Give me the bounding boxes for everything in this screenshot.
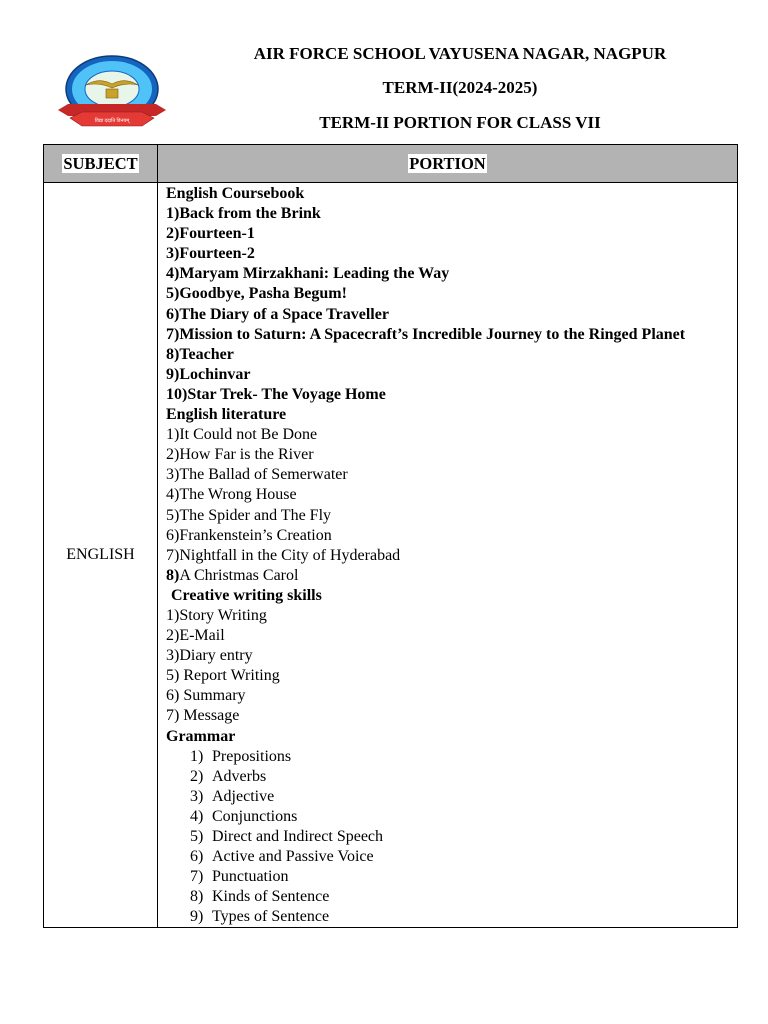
list-item: 1)Story Writing bbox=[166, 606, 267, 624]
list-item: 5)Goodbye, Pasha Begum! bbox=[166, 285, 347, 303]
portion-column-header: PORTION bbox=[158, 145, 738, 183]
list-item bbox=[166, 867, 729, 887]
list-item-number: 3) bbox=[190, 787, 204, 805]
list-item: 5) Report Writing bbox=[166, 667, 280, 685]
list-item-text: A Christmas Carol bbox=[179, 566, 299, 584]
list-item: 6) Summary bbox=[166, 687, 246, 705]
list-item-text: Types of Sentence bbox=[212, 908, 330, 926]
list-item-number: 1) bbox=[190, 747, 204, 765]
table-row bbox=[44, 183, 738, 928]
list-item: 3)Fourteen-2 bbox=[166, 245, 255, 263]
list-item-text: Adverbs bbox=[212, 767, 267, 785]
list-item bbox=[166, 566, 729, 586]
list-item bbox=[166, 847, 729, 867]
list-item-number: 4) bbox=[190, 807, 204, 825]
list-item: 7)Mission to Saturn: A Spacecraft’s Incredible Journey to the Ringed Planet bbox=[166, 325, 686, 343]
school-name: AIR FORCE SCHOOL VAYUSENA NAGAR, NAGPUR bbox=[253, 44, 667, 63]
list-item bbox=[166, 747, 729, 767]
list-item: 4)Maryam Mirzakhani: Leading the Way bbox=[166, 265, 450, 283]
list-item: 3)The Ballad of Semerwater bbox=[166, 466, 348, 484]
list-item-number: 9) bbox=[190, 908, 204, 926]
portion-cell bbox=[158, 183, 738, 928]
list-item-number: 8) bbox=[166, 566, 180, 584]
list-item bbox=[166, 787, 729, 807]
list-item: 6)Frankenstein’s Creation bbox=[166, 526, 332, 544]
list-item-number: 5) bbox=[190, 828, 204, 845]
list-item-text: Punctuation bbox=[212, 868, 289, 886]
coursebook-heading: English Coursebook bbox=[166, 185, 305, 202]
list-item: 7)Nightfall in the City of Hyderabad bbox=[166, 546, 401, 564]
list-item-text: Conjunctions bbox=[212, 807, 298, 825]
list-item-number: 6) bbox=[190, 848, 204, 866]
term-title: TERM-II(2024-2025) bbox=[382, 78, 538, 97]
list-item: 1)It Could not Be Done bbox=[166, 426, 318, 444]
list-item bbox=[166, 767, 729, 787]
subject-column-header: SUBJECT bbox=[44, 145, 158, 183]
list-item: 5)The Spider and The Fly bbox=[166, 506, 332, 524]
list-item: 9)Lochinvar bbox=[166, 365, 251, 383]
list-item bbox=[166, 907, 729, 927]
portion-title: TERM-II PORTION FOR CLASS VII bbox=[319, 113, 601, 132]
list-item-text: Kinds of Sentence bbox=[212, 888, 330, 906]
subject-cell: ENGLISH bbox=[44, 183, 158, 928]
list-item: 8)Teacher bbox=[166, 345, 234, 363]
list-item-text: Active and Passive Voice bbox=[212, 848, 374, 866]
literature-heading: English literature bbox=[166, 406, 287, 424]
list-item-text: Adjective bbox=[212, 787, 275, 805]
logo-motto: विद्या ददाति विनयम् bbox=[94, 119, 130, 124]
list-item: 4)The Wrong House bbox=[166, 486, 297, 504]
list-item: 6)The Diary of a Space Traveller bbox=[166, 305, 389, 323]
list-item bbox=[166, 887, 729, 907]
list-item: 2)Fourteen-1 bbox=[166, 225, 255, 243]
creative-heading: Creative writing skills bbox=[171, 586, 322, 604]
list-item: 3)Diary entry bbox=[166, 647, 253, 665]
list-item-number: 2) bbox=[190, 767, 204, 785]
table-header-row bbox=[44, 145, 738, 183]
grammar-heading: Grammar bbox=[166, 727, 236, 745]
list-item bbox=[166, 827, 729, 847]
list-item: 2)How Far is the River bbox=[166, 446, 314, 464]
list-item: 10)Star Trek- The Voyage Home bbox=[166, 385, 386, 403]
list-item-number: 8) bbox=[190, 888, 204, 906]
list-item-number: 7) bbox=[190, 868, 204, 886]
list-item: 1)Back from the Brink bbox=[166, 205, 321, 223]
list-item: 2)E-Mail bbox=[166, 627, 225, 645]
portion-table bbox=[43, 144, 738, 928]
list-item-text: Direct and Indirect Speech bbox=[212, 828, 384, 845]
list-item-text: Prepositions bbox=[212, 747, 292, 765]
school-logo bbox=[56, 52, 168, 134]
list-item: 7) Message bbox=[166, 707, 240, 725]
list-item bbox=[166, 807, 729, 827]
